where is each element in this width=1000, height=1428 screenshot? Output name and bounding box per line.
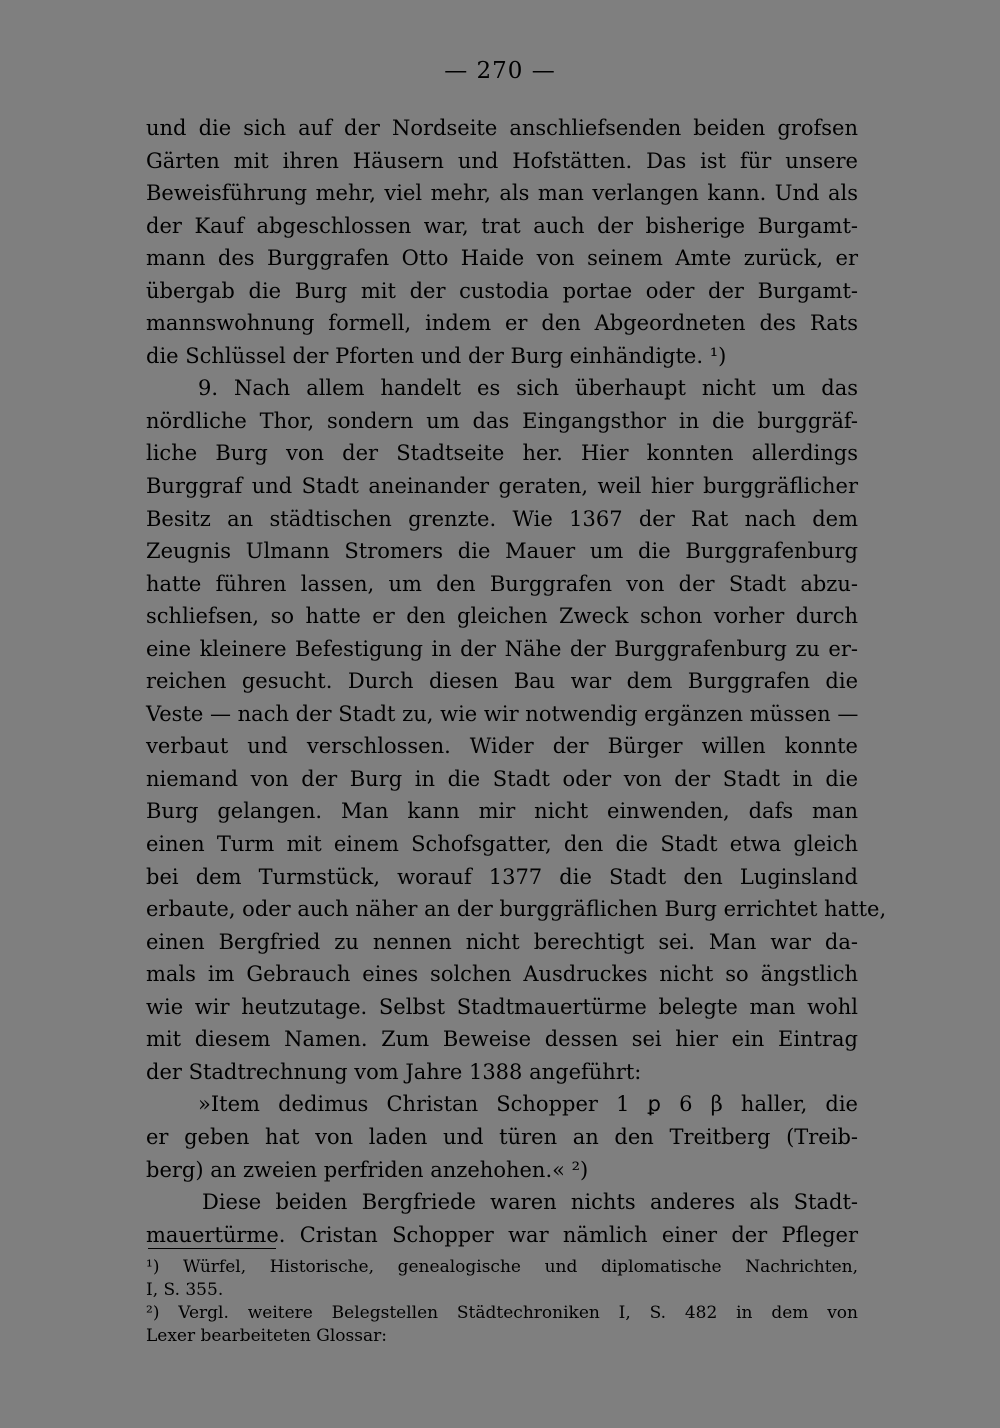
body-line: Burg gelangen. Man kann mir nicht einwenden, dafs man bbox=[146, 799, 858, 824]
body-line: erbaute, oder auch näher an der burggräflichen Burg errichtet hatte, bbox=[146, 897, 887, 922]
body-line: der Stadtrechnung vom Jahre 1388 angeführt: bbox=[146, 1059, 642, 1084]
page-number: — 270 — bbox=[444, 58, 556, 84]
body-line: eine kleinere Befestigung in der Nähe der Burggrafenburg zu er- bbox=[146, 636, 858, 661]
body-line: mit diesem Namen. Zum Beweise dessen sei hier ein Eintrag bbox=[146, 1027, 858, 1052]
body-line: Diese beiden Bergfriede waren nichts anderes als Stadt- bbox=[202, 1190, 858, 1215]
body-line: übergab die Burg mit der custodia portae oder der Burgamt- bbox=[146, 278, 858, 303]
footnote-line: ²) Vergl. weitere Belegstellen Städtechroniken I, S. 482 in dem von bbox=[146, 1303, 858, 1323]
body-line: bei dem Turmstück, worauf 1377 die Stadt den Luginsland bbox=[146, 864, 858, 889]
body-line: er geben hat von laden und türen an den Treitberg (Treib- bbox=[146, 1124, 858, 1149]
footnotes bbox=[146, 1256, 858, 1348]
body-line: Besitz an städtischen grenzte. Wie 1367 der Rat nach dem bbox=[146, 506, 858, 531]
body-line: Gärten mit ihren Häusern und Hofstätten. Das ist für unsere bbox=[146, 148, 858, 173]
body-line: mals im Gebrauch eines solchen Ausdruckes nicht so ängstlich bbox=[146, 962, 858, 987]
body-line: hatte führen lassen, um den Burggrafen von der Stadt abzu- bbox=[146, 571, 858, 596]
body-line: »Item dedimus Christan Schopper 1 ꝑ 6 β haller, die bbox=[198, 1092, 858, 1117]
footnote-line: ¹) Würfel, Historische, genealogische und diplomatische Nachrichten, bbox=[146, 1257, 858, 1277]
body-line: der Kauf abgeschlossen war, trat auch der bisherige Burgamt- bbox=[146, 213, 858, 238]
body-line: mann des Burggrafen Otto Haide von seinem Amte zurück, er bbox=[146, 246, 858, 271]
body-line: berg) an zweien perfriden anzehohen.« ²) bbox=[146, 1157, 589, 1182]
body-line: verbaut und verschlossen. Wider der Bürger willen konnte bbox=[146, 734, 858, 759]
body-line: niemand von der Burg in die Stadt oder von der Stadt in die bbox=[146, 766, 858, 791]
body-line: Veste — nach der Stadt zu, wie wir notwendig ergänzen müssen — bbox=[146, 701, 859, 726]
footnote-line: I, S. 355. bbox=[146, 1280, 224, 1300]
body-line: nördliche Thor, sondern um das Eingangsthor in die burggräf- bbox=[146, 408, 858, 433]
body-line: wie wir heutzutage. Selbst Stadtmauertürme belegte man wohl bbox=[146, 994, 858, 1019]
footnote-divider bbox=[148, 1248, 276, 1249]
body-line: Zeugnis Ulmann Stromers die Mauer um die Burggrafenburg bbox=[146, 539, 858, 564]
body-line: einen Turm mit einem Schofsgatter, den die Stadt etwa gleich bbox=[146, 832, 858, 857]
body-line: und die sich auf der Nordseite anschliefsenden beiden grofsen bbox=[146, 116, 858, 140]
footnote-line: Lexer bearbeiteten Glossar: bbox=[146, 1326, 387, 1346]
body-line: Beweisführung mehr, viel mehr, als man verlangen kann. Und als bbox=[146, 181, 858, 206]
body-line: die Schlüssel der Pforten und der Burg einhändigte. ¹) bbox=[146, 343, 727, 368]
body-line: mauertürme. Cristan Schopper war nämlich einer der Pfleger bbox=[146, 1222, 858, 1247]
body-line: liche Burg von der Stadtseite her. Hier konnten allerdings bbox=[146, 441, 858, 466]
body-line: 9. Nach allem handelt es sich überhaupt nicht um das bbox=[198, 376, 858, 401]
body-line: schliefsen, so hatte er den gleichen Zweck schon vorher durch bbox=[146, 604, 858, 629]
body-line: einen Bergfried zu nennen nicht berechtigt sei. Man war da- bbox=[146, 929, 858, 954]
body-line: Burggraf und Stadt aneinander geraten, weil hier burggräflicher bbox=[146, 474, 858, 499]
body-line: mannswohnung formell, indem er den Abgeordneten des Rats bbox=[146, 311, 858, 336]
body-line: reichen gesucht. Durch diesen Bau war dem Burggrafen die bbox=[146, 669, 858, 694]
body-text bbox=[146, 112, 887, 1251]
